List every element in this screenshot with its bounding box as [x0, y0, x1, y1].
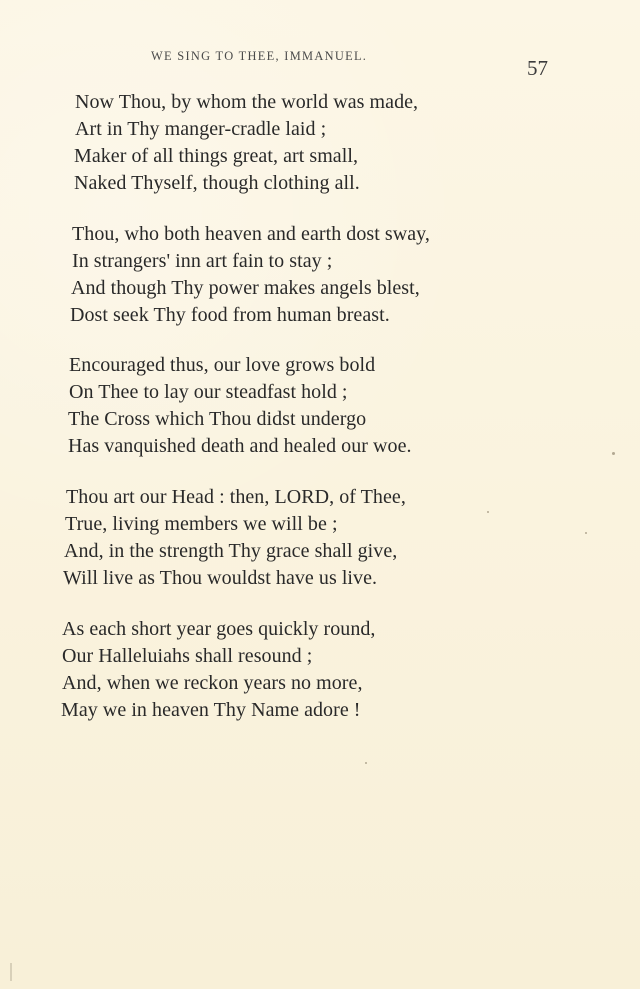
poem-line: Naked Thyself, though clothing all. [74, 172, 360, 194]
poem-line: Has vanquished death and healed our woe. [68, 435, 412, 457]
running-title: WE SING TO THEE, IMMANUEL. [151, 49, 368, 63]
poem-line: The Cross which Thou didst undergo [68, 408, 367, 430]
poem-line: May we in heaven Thy Name adore ! [61, 699, 361, 721]
poem-line: Dost seek Thy food from human breast. [70, 304, 390, 326]
poem-line: On Thee to lay our steadfast hold ; [69, 381, 348, 403]
paper-speck [365, 762, 367, 764]
paper-speck [585, 532, 587, 534]
poem-line: Now Thou, by whom the world was made, [75, 91, 419, 113]
page-number: 57 [527, 56, 548, 80]
poem-line: Art in Thy manger-cradle laid ; [75, 118, 327, 140]
poem-line: Thou art our Head : then, LORD, of Thee, [66, 486, 406, 508]
poem-line: In strangers' inn art fain to stay ; [72, 250, 333, 272]
page-edge-mark [10, 963, 12, 981]
poem-line: Will live as Thou wouldst have us live. [63, 567, 378, 589]
poem-line: And, when we reckon years no more, [62, 672, 363, 694]
paper-speck [612, 452, 615, 455]
poem-line: True, living members we will be ; [65, 513, 338, 535]
poem-line: And, in the strength Thy grace shall give, [64, 540, 398, 562]
poem-line: Encouraged thus, our love grows bold [69, 354, 376, 376]
poem-line: Thou, who both heaven and earth dost sway, [72, 223, 430, 245]
poem-line: Our Halleluiahs shall resound ; [62, 645, 313, 667]
paper-speck [487, 511, 489, 513]
poem-line: As each short year goes quickly round, [62, 618, 376, 640]
poem-line: Maker of all things great, art small, [74, 145, 358, 167]
poem-line: And though Thy power makes angels blest, [71, 277, 420, 299]
